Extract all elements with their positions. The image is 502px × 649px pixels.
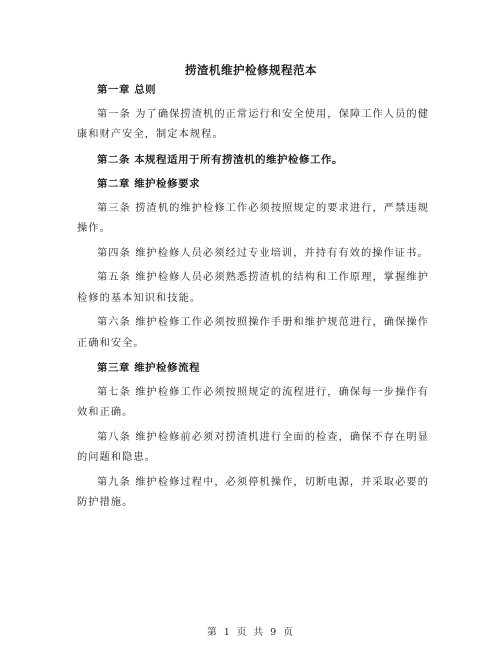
article-paragraph: 第九条 维护检修过程中，必须停机操作，切断电源，并采取必要的防护措施。	[77, 476, 429, 508]
article-paragraph: 第五条 维护检修人员必须熟悉捞渣机的结构和工作原理，掌握维护检修的基本知识和技能。	[77, 272, 429, 304]
article-heading: 第二条 本规程适用于所有捞渣机的维护检修工作。	[97, 153, 344, 166]
chapter-heading: 第三章 维护检修流程	[97, 362, 201, 374]
chapter-heading: 第一章 总则	[97, 84, 157, 96]
article-paragraph: 第三条 捞渣机的维护检修工作必须按照规定的要求进行，严禁违规操作。	[77, 202, 429, 234]
page-number-footer: 第 1 页 共 9 页	[207, 627, 295, 638]
article-paragraph: 第七条 维护检修工作必须按照规定的流程进行，确保每一步操作有效和正确。	[77, 386, 429, 418]
document-title: 捞渣机维护检修规程范本	[185, 63, 317, 77]
article-paragraph: 第四条 维护检修人员必须经过专业培训，并持有有效的操作证书。	[97, 247, 429, 259]
article-paragraph: 第八条 维护检修前必须对捞渣机进行全面的检查，确保不存在明显的问题和隐患。	[77, 431, 429, 463]
article-paragraph: 第六条 维护检修工作必须按照操作手册和维护规范进行，确保操作正确和安全。	[77, 317, 429, 349]
document-body	[77, 80, 429, 518]
article-paragraph: 第一条 为了确保捞渣机的正常运行和安全使用，保障工作人员的健康和财产安全，制定本规程。	[77, 108, 429, 140]
chapter-heading: 第二章 维护检修要求	[97, 178, 201, 190]
